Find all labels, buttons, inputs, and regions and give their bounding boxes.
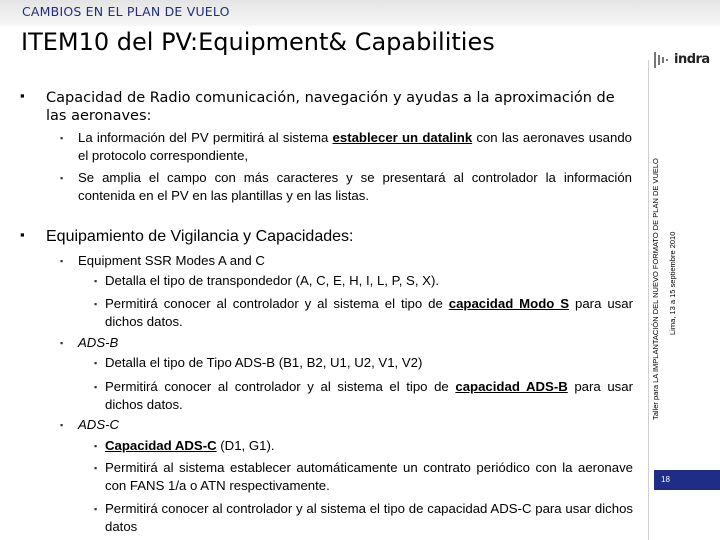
modo-s-link[interactable]: capacidad Modo S xyxy=(448,296,570,311)
bullet-square-icon: ▪ xyxy=(60,256,64,266)
workshop-label: Taller para LA IMPLANTACIÓN DEL NUEVO FORMATO DE PLAN DE VUELO xyxy=(651,158,660,420)
ssr-sub2: Permitirá conocer al controlador y al sistema el tipo de capacidad Modo S para usar dichos datos. xyxy=(105,296,633,329)
datalink-link[interactable]: establecer un datalink xyxy=(332,130,473,145)
adsc-sub1: Capacidad ADS-C (D1, G1). xyxy=(105,438,275,453)
adsc-sub2: Permitirá al sistema establecer automáticamente un contrato periódico con la aeronave con FANS 1/a o ATN respectivamente. xyxy=(105,460,633,493)
bullet-square-icon: ▪ xyxy=(20,227,25,242)
indra-logo-text: indra xyxy=(674,52,710,67)
section1-heading: Capacidad de Radio comunicación, navegación y ayudas a la aproximación de las aeronaves: xyxy=(46,90,615,124)
bullet-square-icon: ▪ xyxy=(94,358,98,368)
section1-item-campo: Se amplia el campo con más caracteres y se presentará al controlador la información contenida en el PV en las plantillas y en las listas. xyxy=(78,170,632,203)
bullet-square-icon: ▪ xyxy=(94,299,98,309)
adsb-sub2: Permitirá conocer al controlador y al sistema el tipo de capacidad ADS-B para usar dichos datos. xyxy=(105,379,633,412)
bullet-square-icon: ▪ xyxy=(94,276,98,286)
section1-item-datalink: La información del PV permitirá al sistema establecer un datalink con las aeronaves usando el protocolo correspondiente, xyxy=(78,130,632,163)
bullet-square-icon: ▪ xyxy=(60,133,64,143)
page-number: 18 xyxy=(654,470,720,490)
bullet-square-icon: ▪ xyxy=(60,173,64,183)
indra-logo xyxy=(654,50,714,72)
bullet-square-icon: ▪ xyxy=(60,420,64,430)
adsb-sub1: Detalla el tipo de Tipo ADS-B (B1, B2, U1, U2, V1, V2) xyxy=(105,355,423,370)
adsb-label: ADS-B xyxy=(78,335,119,350)
ads-b-link[interactable]: capacidad ADS-B xyxy=(455,379,568,394)
bullet-square-icon: ▪ xyxy=(94,441,98,451)
bullet-square-icon: ▪ xyxy=(60,338,64,348)
bullet-square-icon: ▪ xyxy=(94,504,98,514)
slide-title: ITEM10 del PV:Equipment& Capabilities xyxy=(21,28,495,56)
section2-heading: Equipamiento de Vigilancia y Capacidades: xyxy=(46,228,354,245)
indra-logo-icon xyxy=(654,52,670,68)
ads-c-link[interactable]: Capacidad ADS-C xyxy=(105,438,217,453)
ssr-label: Equipment SSR Modes A and C xyxy=(78,253,265,268)
bullet-square-icon: ▪ xyxy=(94,382,98,392)
bullet-square-icon: ▪ xyxy=(94,463,98,473)
ssr-sub1: Detalla el tipo de transpondedor (A, C, E, H, I, L, P, S, X). xyxy=(105,273,440,288)
slide-supertitle: CAMBIOS EN EL PLAN DE VUELO xyxy=(22,4,230,19)
sidebar-divider xyxy=(648,60,649,540)
bullet-square-icon: ▪ xyxy=(20,88,25,103)
adsc-label: ADS-C xyxy=(78,417,120,432)
date-label: Lima, 13 a 15 septiembre 2010 xyxy=(668,231,677,335)
adsc-sub3: Permitirá conocer al controlador y al sistema el tipo de capacidad ADS-C para usar dichos datos xyxy=(105,501,633,534)
